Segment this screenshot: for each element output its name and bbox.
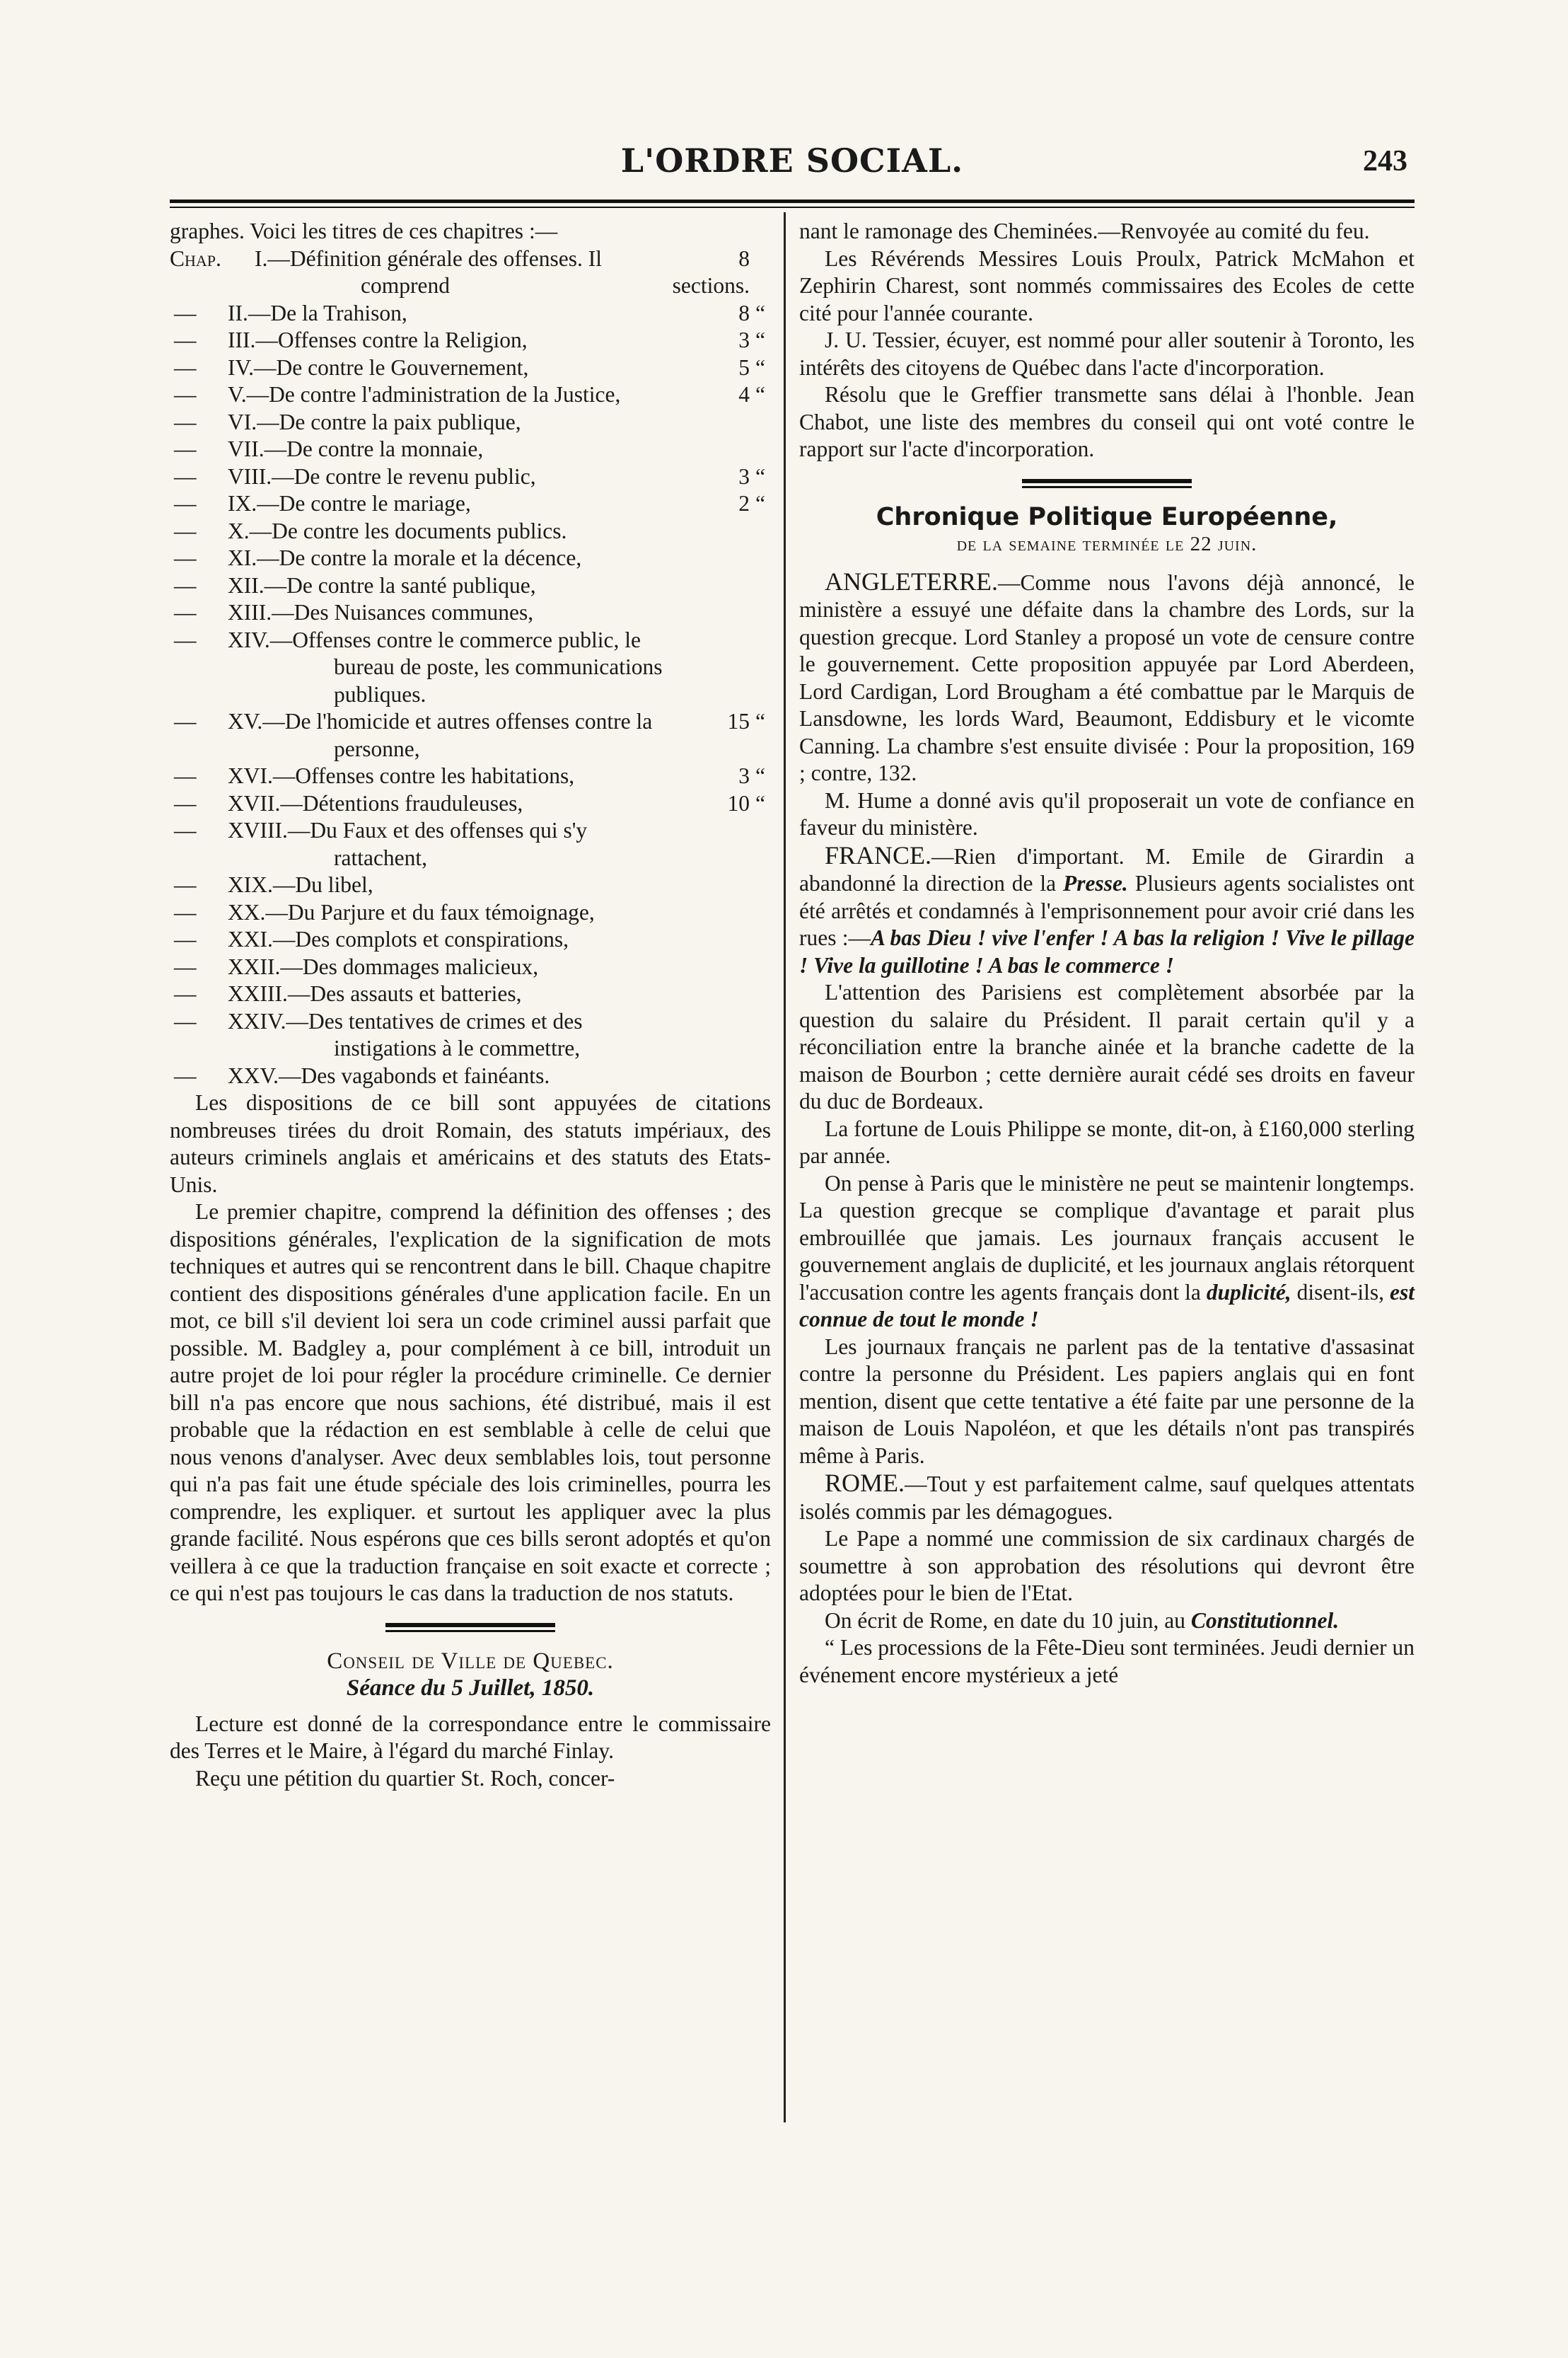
chapter-title: V.—De contre l'administration de la Justice, bbox=[228, 382, 621, 407]
chapter-row bbox=[170, 599, 771, 627]
chapter-prefix: — bbox=[174, 1063, 197, 1088]
chapter-row bbox=[170, 381, 771, 409]
chapter-title: XXIV.—Des tentatives de crimes et des instigations à le commettre, bbox=[228, 1008, 583, 1060]
france-text2: Plusieurs agents socialistes ont été arrêtés et condamnés à l'emprisonnement pour avoir crié dans les rues :— bbox=[799, 871, 1415, 950]
chapter-ditto-mark: “ bbox=[755, 328, 765, 352]
chapter-section-count: 4 bbox=[738, 382, 750, 407]
chapter-prefix: — bbox=[174, 300, 197, 325]
chapter-section-count: 3 bbox=[738, 463, 750, 489]
chapter-row bbox=[170, 790, 771, 818]
chapter-prefix: — bbox=[174, 354, 197, 380]
council-cont-0: nant le ramonage des Cheminées.—Renvoyée au comité du feu. bbox=[799, 219, 1370, 243]
header-rule-thin bbox=[170, 207, 1415, 208]
chapter-title: I.—Définition générale des offenses. Il comprend bbox=[255, 245, 603, 298]
council-cont-1: Les Révérends Messires Louis Proulx, Patrick McMahon et Zephirin Charest, sont nommés commissaires des Ecoles de cette cité pour l'année courante. bbox=[799, 245, 1415, 325]
ministry-duplicity: duplicité, bbox=[1206, 1279, 1291, 1305]
chapter-title: XXII.—Des dommages malicieux, bbox=[228, 954, 539, 979]
ministry-text: On pense à Paris que le ministère ne peut se maintenir longtemps. La question grecque se complique d'avantage et parait plus embrouillée que jamais. Les journaux français accusent le gouvernement anglais de duplicité, et les journaux anglais rétorquent l'accusation contre les agents français dont la bbox=[799, 1170, 1415, 1305]
chapter-row bbox=[170, 981, 771, 1008]
quote-paragraph: “ Les processions de la Fête-Dieu sont terminées. Jeudi dernier un événement encore mystérieux a jeté bbox=[799, 1635, 1415, 1687]
chapter-row bbox=[170, 926, 771, 954]
keyword-rome: ROME. bbox=[825, 1469, 905, 1497]
chapter-row bbox=[170, 872, 771, 899]
chapter-ditto-mark: “ bbox=[755, 709, 765, 734]
presse-title: Presse. bbox=[1062, 871, 1128, 896]
france-text: —Rien d'important. M. Emile de Girardin a abandonné la direction de la bbox=[799, 843, 1415, 896]
chapter-prefix: — bbox=[174, 491, 197, 516]
chapter-row bbox=[170, 518, 771, 545]
council-paragraph-lecture: Lecture est donné de la correspondance entre le commissaire des Terres et le Maire, à l'égard du marché Finlay. bbox=[170, 1711, 771, 1763]
council-cont-2: J. U. Tessier, écuyer, est nommé pour aller soutenir à Toronto, les intérêts des citoyens de Québec dans l'acte d'incorporation. bbox=[799, 328, 1415, 380]
chapter-row bbox=[170, 545, 771, 572]
chapter-row bbox=[170, 954, 771, 981]
chapter-prefix: — bbox=[174, 545, 197, 570]
chapter-title: XX.—Du Parjure et du faux témoignage, bbox=[228, 899, 595, 925]
chronicle-title: Chronique Politique Européenne, bbox=[876, 502, 1338, 531]
chapter-title: XVII.—Détentions frauduleuses, bbox=[228, 790, 523, 816]
chapter-ditto-mark: “ bbox=[755, 300, 765, 325]
fortune-paragraph: La fortune de Louis Philippe se monte, dit-on, à £160,000 sterling par année. bbox=[799, 1116, 1415, 1168]
chapter-section-count: 15 bbox=[727, 709, 750, 734]
left-column bbox=[170, 218, 771, 1792]
chapter-prefix: — bbox=[174, 790, 197, 816]
keyword-angleterre: ANGLETERRE. bbox=[825, 567, 998, 596]
chapter-title: XIII.—Des Nuisances communes, bbox=[228, 600, 534, 625]
chapter-prefix: — bbox=[174, 600, 197, 625]
chapter-row bbox=[170, 817, 771, 872]
chapter-section-count: 3 bbox=[738, 328, 750, 352]
page-number: 243 bbox=[1363, 145, 1407, 178]
chapter-section-count: 8 sections. bbox=[672, 245, 750, 298]
keyword-france: FRANCE. bbox=[825, 840, 932, 869]
chapter-prefix: — bbox=[174, 437, 197, 461]
chapter-row bbox=[170, 899, 771, 927]
page-header bbox=[170, 141, 1415, 191]
column-divider bbox=[784, 212, 786, 2122]
running-title: L'ORDRE SOCIAL. bbox=[620, 141, 964, 180]
chapter-title: IX.—De contre le mariage, bbox=[228, 491, 471, 516]
chapter-title: VIII.—De contre le revenu public, bbox=[228, 463, 536, 489]
council-paragraph-petition: Reçu une pétition du quartier St. Roch, concer- bbox=[195, 1765, 615, 1791]
france-cries: A bas Dieu ! vive l'enfer ! A bas la religion ! Vive le pillage ! Vive la guillotine ! A bas le commerce ! bbox=[799, 925, 1415, 978]
ministry-paragraph bbox=[799, 1170, 1415, 1334]
chapter-title: VII.—De contre la monnaie, bbox=[228, 437, 484, 461]
chapter-title: VI.—De contre la paix publique, bbox=[228, 409, 521, 434]
chapter-title: XIX.—Du libel, bbox=[228, 872, 373, 897]
chapter-list bbox=[170, 245, 771, 1090]
chapter-prefix: — bbox=[174, 1008, 197, 1034]
chapter-title: XXI.—Des complots et conspirations, bbox=[228, 927, 569, 952]
council-title: Conseil de Ville de Quebec. bbox=[327, 1648, 614, 1674]
chapter-row bbox=[170, 300, 771, 328]
rome-written-paragraph bbox=[799, 1607, 1415, 1635]
chapter-prefix: — bbox=[174, 872, 197, 897]
chapter-row bbox=[170, 354, 771, 382]
right-column bbox=[799, 218, 1415, 1689]
chapter-prefix: — bbox=[174, 518, 197, 543]
chapter-row bbox=[170, 436, 771, 463]
constitutionnel-title: Constitutionnel. bbox=[1190, 1607, 1340, 1633]
chapter-row bbox=[170, 409, 771, 437]
chapter-title: II.—De la Trahison, bbox=[228, 300, 407, 325]
chapter-title: XVI.—Offenses contre les habitations, bbox=[228, 763, 575, 788]
chapter-prefix: — bbox=[174, 927, 197, 952]
chapter-row bbox=[170, 1063, 771, 1090]
chapter-row bbox=[170, 708, 771, 763]
chapter-title: X.—De contre les documents publics. bbox=[228, 518, 567, 543]
chapter-title: XII.—De contre la santé publique, bbox=[228, 572, 536, 598]
chapter-prefix: — bbox=[174, 981, 197, 1006]
paragraph-first-chapter: Le premier chapitre, comprend la définition des offenses ; des dispositions générales, l'explication de la signification de mots techniques et autres qui se rencontrent dans le bill. Chaque chapitre contient des dispositions générales d'une application facile. En un mot, ce bill s'il devient loi sera un code criminel aussi parfait que possible. M. Badgley a, pour complément à ce bill, introduit un autre projet de loi pour régler la procédure criminelle. Ce dernier bill n'a pas encore que nous sachions, été distribué, mais il est probable que la rédaction en est semblable à celle de celui que nous venons d'analyser. Avec deux semblables lois, tout personne qui n'a pas fait une étude spéciale des lois criminelles, pourra les comprendre, les expliquer. et surtout les appliquer avec la plus grande facilité. Nous espérons que ces bills seront adoptés et qu'on veillera à ce que la traduction française en soit exacte et correcte ; ce qui n'est pas toujours le cas dans la traduction de nos statuts. bbox=[170, 1199, 771, 1605]
france-paragraph bbox=[799, 842, 1415, 980]
header-rule bbox=[170, 200, 1415, 203]
angleterre-paragraph bbox=[799, 568, 1415, 787]
chapter-ditto-mark: “ bbox=[755, 790, 765, 816]
rome-text: —Tout y est parfaitement calme, sauf quelques attentats isolés commis par les démagogues. bbox=[799, 1472, 1415, 1524]
attentat-paragraph: Les journaux français ne parlent pas de la tentative d'assasinat contre la personne du Président. Les papiers anglais qui en font mention, disent que cette tentative a été faite par une personne de la maison de Louis Napoléon, et que les détails n'ont pas transpirés même à Paris. bbox=[799, 1334, 1415, 1468]
chapter-title: XXV.—Des vagabonds et fainéants. bbox=[228, 1063, 550, 1088]
angleterre-text: —Comme nous l'avons déjà annoncé, le ministère a essuyé une défaite dans la chambre des Lords, sur la question grecque. Lord Stanley a proposé un vote de censure contre le gouvernement. Cette proposition appuyée par Lord Aberdeen, Lord Cardigan, Lord Brougham a été combattue par le Marquis de Lansdowne, les lords Ward, Beaumont, Eddisbury et le vicomte Canning. La chambre s'est ensuite divisée : Pour la proposition, 169 ; contre, 132. bbox=[799, 570, 1415, 785]
chapter-prefix: — bbox=[174, 627, 197, 652]
chapter-prefix: — bbox=[174, 328, 197, 352]
ministry-said: disent-ils, bbox=[1296, 1279, 1385, 1305]
chapter-row bbox=[170, 572, 771, 600]
chapter-ditto-mark: “ bbox=[755, 763, 765, 788]
chapter-row bbox=[170, 627, 771, 709]
council-subtitle: Séance du 5 Juillet, 1850. bbox=[346, 1675, 595, 1701]
chapter-section-count: 2 bbox=[738, 491, 750, 516]
hume-paragraph: M. Hume a donné avis qu'il proposerait un vote de confiance en faveur du ministère. bbox=[799, 787, 1415, 840]
chapter-section-count: 10 bbox=[727, 790, 750, 816]
chapter-section-count: 3 bbox=[738, 763, 750, 788]
chapter-ditto-mark: “ bbox=[755, 382, 765, 407]
chapter-row bbox=[170, 327, 771, 354]
chapter-title: XVIII.—Du Faux et des offenses qui s'y rattachent, bbox=[228, 818, 588, 870]
chapter-row bbox=[170, 245, 771, 300]
chapter-section-count: 8 bbox=[738, 300, 750, 325]
chapter-title: XXIII.—Des assauts et batteries, bbox=[228, 981, 522, 1006]
chapter-ditto-mark: “ bbox=[755, 354, 765, 380]
chapter-prefix: — bbox=[174, 763, 197, 788]
chapter-prefix: — bbox=[174, 382, 197, 407]
chapter-prefix: Chap. bbox=[170, 245, 221, 271]
chapter-prefix: — bbox=[174, 572, 197, 598]
rome-written: On écrit de Rome, en date du 10 juin, au bbox=[825, 1607, 1185, 1633]
chapter-row bbox=[170, 490, 771, 518]
chapter-title: XI.—De contre la morale et la décence, bbox=[228, 545, 582, 570]
chapters-intro: graphes. Voici les titres de ces chapitres :— bbox=[170, 219, 558, 243]
separator-rule bbox=[1022, 479, 1192, 488]
pape-paragraph: Le Pape a nommé une commission de six cardinaux chargés de soumettre à son approbation des résolutions qui devront être adoptées pour le bien de l'Etat. bbox=[799, 1526, 1415, 1605]
chapter-row bbox=[170, 463, 771, 491]
chapter-prefix: — bbox=[174, 899, 197, 925]
ministry-known: est connue de tout le monde ! bbox=[799, 1279, 1415, 1331]
council-cont-3: Résolu que le Greffier transmette sans délai à l'honble. Jean Chabot, une liste des membres du conseil qui ont voté contre le rapport sur l'acte d'incorporation. bbox=[799, 382, 1415, 461]
chapter-title: IV.—De contre le Gouvernement, bbox=[228, 354, 529, 380]
chronicle-subtitle: de la semaine terminée le 22 juin. bbox=[956, 533, 1258, 555]
chapter-title: XIV.—Offenses contre le commerce public, le bureau de poste, les communications publiques. bbox=[228, 627, 663, 707]
separator-rule bbox=[385, 1623, 555, 1632]
chapter-row bbox=[170, 763, 771, 790]
parisiens-paragraph: L'attention des Parisiens est complètement absorbée par la question du salaire du Président. Il parait certain qu'il y a réconciliation entre la branche ainée et la branche cadette de la maison de Bourbon ; cette dernière aurait cédé ses droits en faveur du duc de Bordeaux. bbox=[799, 980, 1415, 1114]
chapter-prefix: — bbox=[174, 463, 197, 489]
chapter-row bbox=[170, 1008, 771, 1063]
chapter-title: III.—Offenses contre la Religion, bbox=[228, 328, 528, 352]
chapter-prefix: — bbox=[174, 954, 197, 979]
rome-paragraph bbox=[799, 1469, 1415, 1525]
paragraph-citations: Les dispositions de ce bill sont appuyées de citations nombreuses tirées du droit Romain, des statuts impériaux, des auteurs criminels anglais et américains et des statuts des Etats-Unis. bbox=[170, 1090, 771, 1197]
chapter-prefix: — bbox=[174, 818, 197, 843]
chapter-title: XV.—De l'homicide et autres offenses contre la personne, bbox=[228, 709, 653, 761]
chapter-section-count: 5 bbox=[738, 354, 750, 380]
chapter-ditto-mark: “ bbox=[755, 463, 765, 489]
chapter-prefix: — bbox=[174, 709, 197, 734]
chapter-prefix: — bbox=[174, 409, 197, 434]
chapter-ditto-mark: “ bbox=[755, 491, 765, 516]
